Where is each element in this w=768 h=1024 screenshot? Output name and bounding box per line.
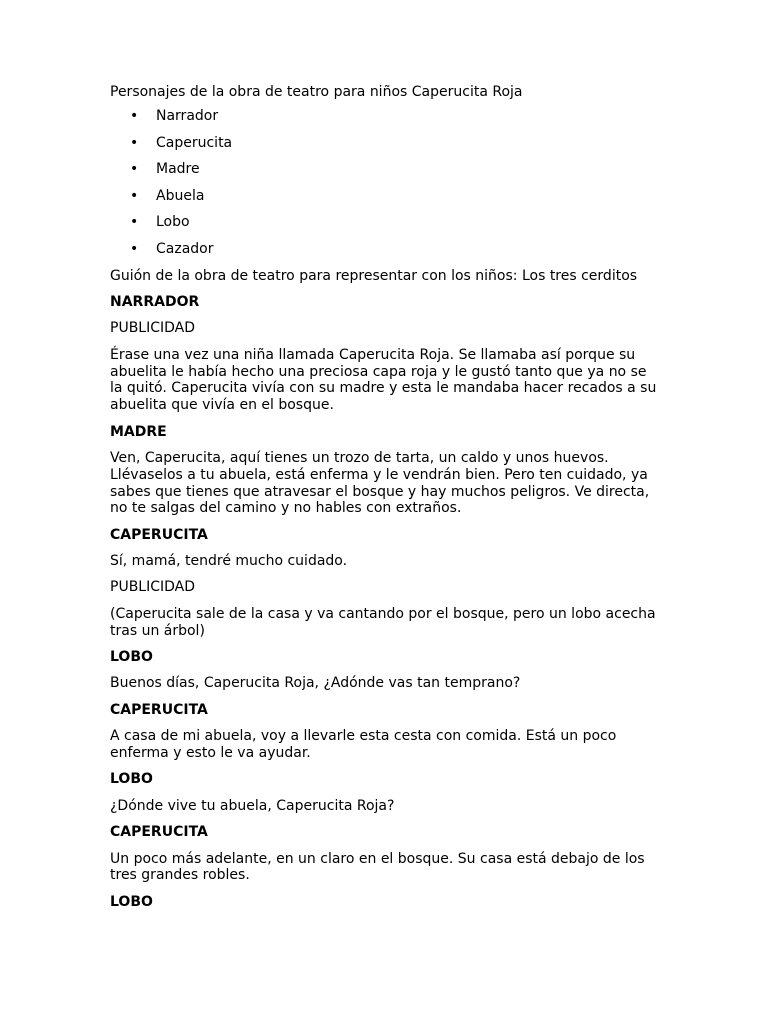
stage-note: PUBLICIDAD [110,320,196,337]
dialogue-paragraph: Buenos días, Caperucita Roja, ¿Adónde vas tan temprano? [110,675,521,692]
character-name: Narrador [156,108,219,124]
speaker-label: LOBO [110,893,153,910]
dialogue-paragraph: Ven, Caperucita, aquí tienes un trozo de tarta, un caldo y unos huevos. Llévaselos a tu abuela, está enferma y le vendrán bien. Pero ten cuidado, ya sabes que tienes que atravesar el bosque y hay muchos peligros. Ve directa, no te salgas del camino y no hables con extraños. [110,449,650,517]
character-name: Lobo [156,214,190,231]
bullet-icon: • [130,240,139,257]
document-body [110,84,662,920]
bullet-icon: • [130,214,139,231]
list-item [110,214,662,241]
dialogue-paragraph: Érase una vez una niña llamada Caperucita Roja. Se llamaba así porque su abuelita le había hecho una preciosa capa roja y le gustó tanto que ya no se la quitó. Caperucita vivía con su madre y esta le mandaba hacer recados a su abuelita que vivía en el bosque. [110,346,657,414]
speaker-label: CAPERUCITA [110,701,208,718]
list-item [110,135,662,162]
bullet-icon: • [130,134,139,151]
list-item [110,108,662,135]
character-name: Caperucita [156,134,233,151]
speaker-label: MADRE [110,423,167,440]
stage-note: PUBLICIDAD [110,579,196,596]
speaker-label: CAPERUCITA [110,526,208,543]
dialogue-paragraph: ¿Dónde vive tu abuela, Caperucita Roja? [110,797,395,814]
characters-list [110,108,662,268]
bullet-icon: • [130,187,139,204]
list-item [110,188,662,215]
dialogue-paragraph: Un poco más adelante, en un claro en el bosque. Su casa está debajo de los tres grandes robles. [110,850,645,884]
list-item [110,241,662,268]
speaker-label: LOBO [110,649,153,666]
bullet-icon: • [130,161,139,178]
characters-heading: Personajes de la obra de teatro para niños Caperucita Roja [110,84,523,100]
character-name: Madre [156,161,200,178]
stage-direction: (Caperucita sale de la casa y va cantando por el bosque, pero un lobo acecha tras un árbol) [110,605,656,639]
list-item [110,161,662,188]
character-name: Abuela [156,187,205,204]
dialogue-paragraph: A casa de mi abuela, voy a llevarle esta cesta con comida. Está un poco enferma y esto le va ayudar. [110,728,617,762]
speaker-label: CAPERUCITA [110,824,208,841]
character-name: Cazador [156,240,214,257]
dialogue-paragraph: Sí, mamá, tendré mucho cuidado. [110,553,348,570]
speaker-label: LOBO [110,771,153,788]
script-title: Guión de la obra de teatro para representar con los niños: Los tres cerditos [110,267,638,284]
speaker-label: NARRADOR [110,293,200,310]
bullet-icon: • [130,108,139,124]
